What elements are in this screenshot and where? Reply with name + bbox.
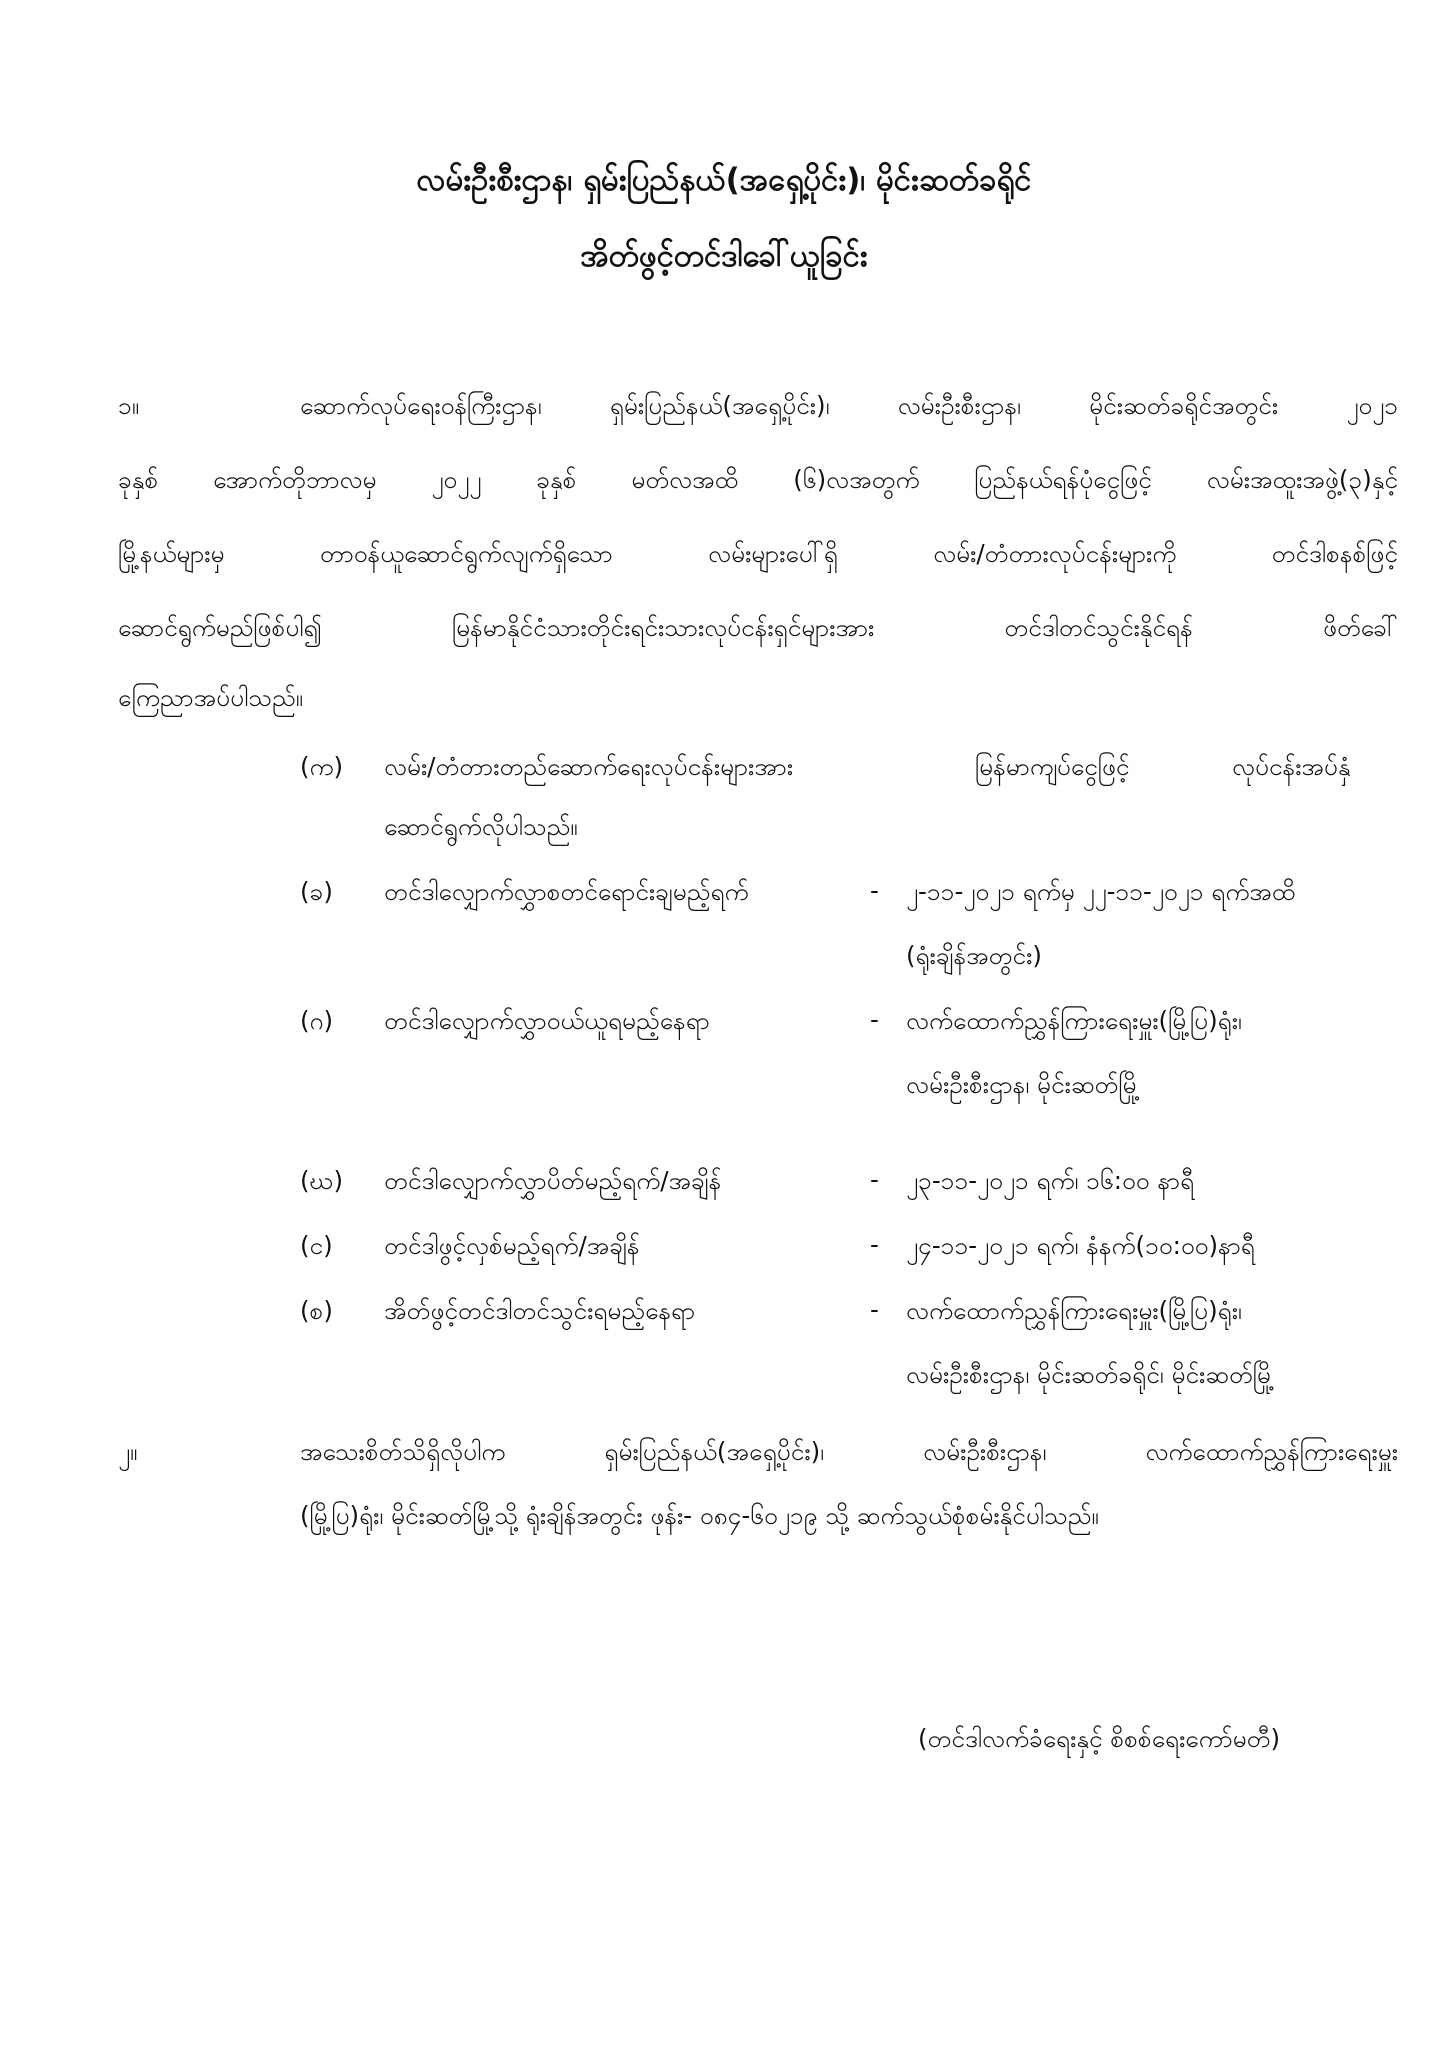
item-text-ga: တင်ဒါလျှောက်လွှာဝယ်ယူရမည့်နေရာ xyxy=(384,1006,710,1035)
paragraph-2-number: ၂။ xyxy=(118,1437,138,1466)
document-subtitle: အိတ်ဖွင့်တင်ဒါခေါ်ယူခြင်း xyxy=(580,238,868,274)
item-value-sa-cont: လမ်းဦးစီးဌာန၊ မိုင်းဆတ်ခရိုင်၊ မိုင်းဆတ်မြို့ xyxy=(906,1360,1275,1389)
item-text-nga: တင်ဒါဖွင့်လှစ်မည့်ရက်/အချိန် xyxy=(384,1231,640,1260)
item-text-ka-cont: ဆောင်ရွက်လိုပါသည်။ xyxy=(384,812,578,841)
item-text-gha: တင်ဒါလျှောက်လွှာပိတ်မည့်ရက်/အချိန် xyxy=(384,1166,722,1195)
item-value-ga: လက်ထောက်ညွှန်ကြားရေးမှူး(မြို့ပြ)ရုံး၊ xyxy=(906,1006,1242,1035)
document-title: လမ်းဦးစီးဌာန၊ ရှမ်းပြည်နယ်(အရှေ့ပိုင်း)၊ မိုင်းဆတ်ခရိုင် xyxy=(416,162,1032,198)
item-dash-ga: - xyxy=(870,1005,879,1034)
item-text-sa: အိတ်ဖွင့်တင်ဒါတင်သွင်းရမည့်နေရာ xyxy=(384,1296,696,1325)
item-text-ka-mid: မြန်မာကျပ်ငွေဖြင့် xyxy=(975,752,1130,781)
paragraph-1-line-4: ဆောင်ရွက်မည်ဖြစ်ပါ၍ မြန်မာနိုင်ငံသားတိုင်းရင်းသားလုပ်ငန်းရှင်များအား တင်ဒါတင်သွင်းနိုင်ရန် ဖိတ်ခေါ် xyxy=(118,613,1398,642)
item-label-sa: (စ) xyxy=(300,1296,333,1325)
paragraph-1-line-5: ကြေညာအပ်ပါသည်။ xyxy=(118,683,304,712)
item-value-kha-cont: (ရုံးချိန်အတွင်း) xyxy=(906,941,1042,970)
item-value-ga-cont: လမ်းဦးစီးဌာန၊ မိုင်းဆတ်မြို့ xyxy=(906,1070,1141,1099)
item-value-nga: ၂၄-၁၁-၂၀၂၁ ရက်၊ နံနက်(၁၀:၀၀)နာရီ xyxy=(906,1231,1255,1260)
item-text-ka: လမ်း/တံတားတည်ဆောက်ရေးလုပ်ငန်းများအား xyxy=(384,752,794,781)
item-dash-gha: - xyxy=(870,1165,879,1194)
paragraph-1-line-1: ဆောက်လုပ်ရေးဝန်ကြီးဌာန၊ ရှမ်းပြည်နယ်(အရှေ့ပိုင်း)၊ လမ်းဦးစီးဌာန၊ မိုင်းဆတ်ခရိုင်အတွင်း ၂၀၂၁ xyxy=(300,391,1398,420)
item-value-gha: ၂၃-၁၁-၂၀၂၁ ရက်၊ ၁၆:၀၀ နာရီ xyxy=(906,1166,1195,1195)
paragraph-1-line-2: ခုနှစ် အောက်တိုဘာလမှ ၂၀၂၂ ခုနှစ် မတ်လအထိ (၆)လအတွက် ပြည်နယ်ရန်ပုံငွေဖြင့် လမ်းအထူးအဖွဲ့(၃)နှင့် xyxy=(118,465,1398,494)
paragraph-2-line-2: (မြို့ပြ)ရုံး၊ မိုင်းဆတ်မြို့သို့ ရုံးချိန်အတွင်း ဖုန်း- ၀၈၄-၆၀၂၁၉ သို့ ဆက်သွယ်စုံစမ်းနိုင်ပါသည်။ xyxy=(300,1501,1099,1530)
item-text-ka-end: လုပ်ငန်းအပ်နှံ xyxy=(1232,752,1351,781)
item-value-kha: ၂-၁၁-၂၀၂၁ ရက်မှ ၂၂-၁၁-၂၀၂၁ ရက်အထိ xyxy=(906,877,1296,906)
item-label-gha: (ဃ) xyxy=(300,1166,344,1195)
item-dash-sa: - xyxy=(870,1295,879,1324)
committee-signature: (တင်ဒါလက်ခံရေးနှင့် စိစစ်ရေးကော်မတီ) xyxy=(918,1724,1281,1753)
item-text-kha: တင်ဒါလျှောက်လွှာစတင်ရောင်းချမည့်ရက် xyxy=(384,877,749,906)
item-label-ka: (က) xyxy=(300,752,344,781)
item-label-ga: (ဂ) xyxy=(300,1006,334,1035)
item-dash-kha: - xyxy=(870,876,879,905)
item-label-nga: (င) xyxy=(300,1231,333,1260)
item-dash-nga: - xyxy=(870,1230,879,1259)
paragraph-1-line-3: မြို့နယ်များမှ တာဝန်ယူဆောင်ရွက်လျက်ရှိသော လမ်းများပေါ်ရှိ လမ်း/တံတားလုပ်ငန်းများကို တင်ဒါစနစ်ဖြင့် xyxy=(118,539,1398,568)
paragraph-1-number: ၁။ xyxy=(118,391,140,420)
item-value-sa: လက်ထောက်ညွှန်ကြားရေးမှူး(မြို့ပြ)ရုံး၊ xyxy=(906,1296,1242,1325)
item-label-kha: (ခ) xyxy=(300,877,333,906)
paragraph-2-line-1: အသေးစိတ်သိရှိလိုပါက ရှမ်းပြည်နယ်(အရှေ့ပိုင်း)၊ လမ်းဦးစီးဌာန၊ လက်ထောက်ညွှန်ကြားရေးမှူး xyxy=(300,1437,1398,1466)
